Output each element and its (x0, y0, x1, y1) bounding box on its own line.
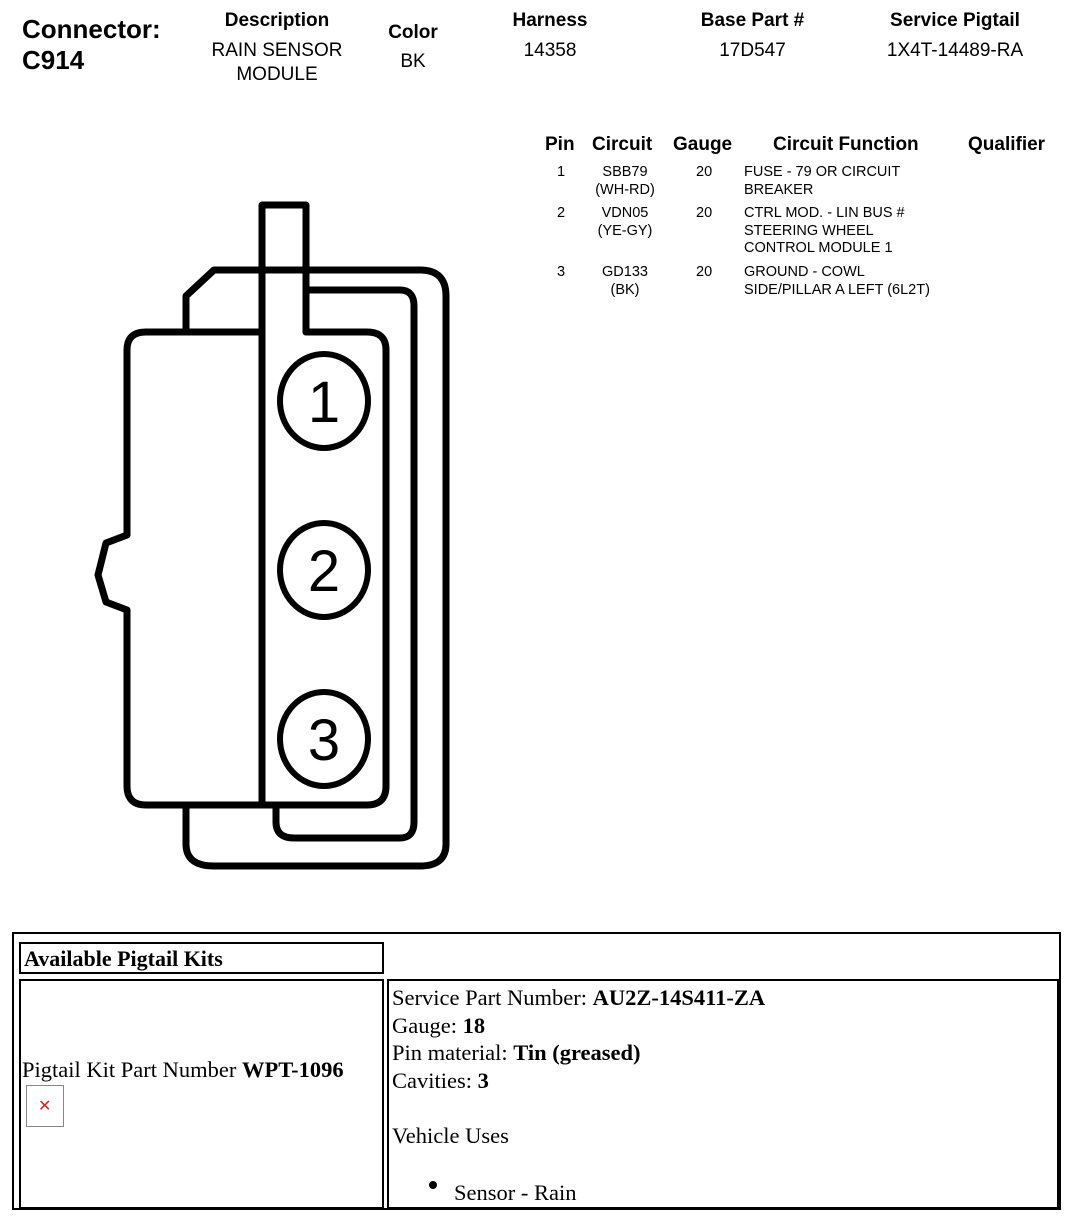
connector-face-diagram (90, 195, 460, 880)
description-column (192, 9, 362, 87)
pigtail-kit-part-number (22, 1057, 344, 1083)
function-cell (744, 264, 930, 299)
connector-title (22, 14, 161, 76)
function-line: FUSE - 79 OR CIRCUIT (744, 164, 901, 180)
circuit-header: Circuit (592, 134, 653, 155)
circuit-color: (YE-GY) (597, 222, 653, 239)
function-cell (744, 205, 905, 258)
harness-label: Harness (512, 10, 588, 31)
function-line: GROUND - COWL (744, 264, 865, 280)
function-line: CONTROL MODULE 1 (744, 240, 893, 256)
service-pigtail-value: 1X4T-14489-RA (886, 40, 1024, 61)
cavities-label: Cavities: (392, 1068, 478, 1093)
cavities (392, 1068, 489, 1094)
function-line: STEERING WHEEL (744, 222, 874, 239)
connector-id: C914 (22, 45, 85, 75)
circuit-color: (BK) (610, 281, 640, 298)
connector-inner-channel (276, 290, 414, 838)
pigtail-kit-label: Pigtail Kit Part Number (22, 1057, 242, 1082)
image-error-icon: ✕ (38, 1096, 52, 1115)
service-part-number (392, 985, 765, 1011)
pin-number: 2 (557, 205, 566, 221)
color-column (373, 21, 453, 74)
service-part-value: AU2Z-14S411-ZA (592, 985, 766, 1010)
kit-gauge (392, 1013, 485, 1039)
circuit-cell (590, 205, 660, 240)
circuit-function-header: Circuit Function (773, 134, 919, 155)
harness-value: 14358 (523, 40, 577, 61)
pigtail-kits-table (12, 932, 1061, 1210)
circuit-cell (590, 264, 660, 299)
color-label: Color (388, 22, 438, 43)
circuit-cell (590, 164, 660, 199)
qualifier-header: Qualifier (968, 134, 1046, 155)
pin-material-value: Tin (greased) (513, 1040, 641, 1065)
base-part-value: 17D547 (719, 40, 786, 61)
vehicle-uses-heading: Vehicle Uses (392, 1123, 509, 1148)
gauge-cell: 20 (696, 164, 713, 180)
kit-gauge-label: Gauge: (392, 1013, 463, 1038)
function-line: SIDE/PILLAR A LEFT (6L2T) (744, 281, 930, 298)
pigtail-kit-details-cell (387, 979, 1059, 1209)
kit-gauge-value: 18 (462, 1013, 486, 1038)
pin-material-label: Pin material: (392, 1040, 514, 1065)
pin-material (392, 1040, 641, 1066)
pin-header: Pin (545, 134, 575, 155)
pin-1-label: 1 (307, 370, 341, 435)
circuit-code: GD133 (602, 264, 648, 280)
cavities-value: 3 (477, 1068, 489, 1093)
circuit-code: SBB79 (602, 164, 648, 180)
connector-label: Connector: (22, 14, 161, 44)
function-cell (744, 164, 900, 199)
base-part-column (680, 9, 825, 63)
function-line: BREAKER (744, 181, 814, 198)
pigtail-kit-number[interactable]: WPT-1096 (241, 1057, 344, 1082)
description-line-1: RAIN SENSOR (211, 40, 343, 61)
gauge-cell: 20 (696, 264, 713, 280)
broken-image-icon (26, 1085, 64, 1127)
pin-number: 3 (557, 264, 566, 280)
pin-number: 1 (557, 164, 566, 180)
circuit-code: VDN05 (601, 205, 649, 221)
pigtail-kits-title: Available Pigtail Kits (19, 942, 384, 974)
service-pigtail-label: Service Pigtail (890, 10, 1020, 31)
vehicle-use-item: Sensor - Rain (454, 1180, 577, 1205)
function-line: CTRL MOD. - LIN BUS # (744, 205, 905, 221)
harness-column (490, 9, 610, 63)
connector-header (0, 0, 1076, 100)
pin-3-label: 3 (307, 708, 341, 773)
description-line-2: MODULE (236, 64, 318, 85)
pin-2-label: 2 (307, 539, 341, 604)
list-bullet (429, 1181, 437, 1189)
color-value: BK (400, 51, 426, 72)
service-pigtail-column (865, 9, 1045, 63)
gauge-header: Gauge (673, 134, 733, 155)
circuit-color: (WH-RD) (595, 181, 655, 198)
connector-body (98, 332, 262, 805)
description-label: Description (224, 10, 330, 31)
base-part-label: Base Part # (700, 10, 805, 31)
service-part-label: Service Part Number: (392, 985, 593, 1010)
pigtail-kit-cell (19, 979, 384, 1209)
gauge-cell: 20 (696, 205, 713, 221)
